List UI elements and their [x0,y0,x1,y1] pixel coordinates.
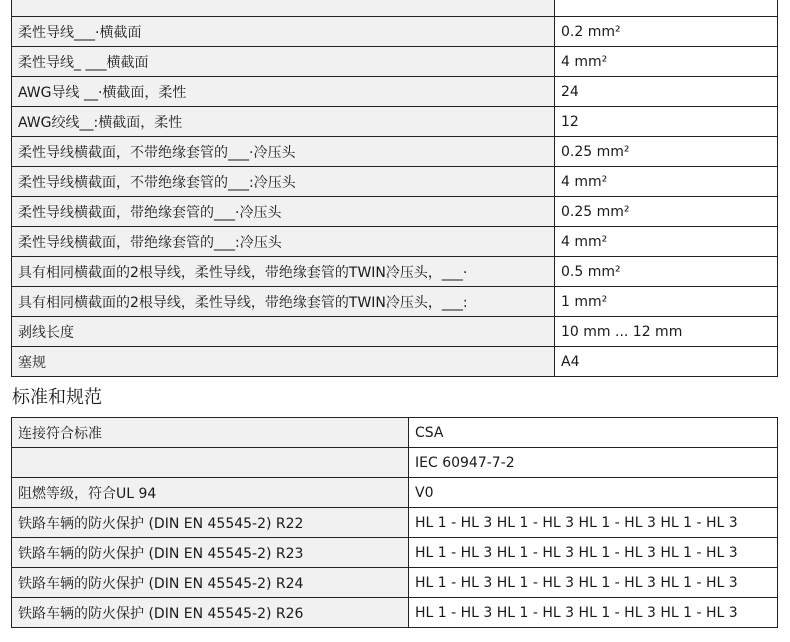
row-label: 塞规 [12,347,555,377]
row-label: 铁路车辆的防火保护 (DIN EN 45545-2) R23 [12,538,409,568]
table-row [12,77,778,107]
table-row [12,448,778,478]
table-row [12,598,778,628]
row-label: 柔性导线横截面，带绝缘套管的___:冷压头 [12,227,555,257]
row-value: V0 [409,478,778,508]
row-label: 铁路车辆的防火保护 (DIN EN 45545-2) R22 [12,508,409,538]
row-label: AWG绞线__:横截面，柔性 [12,107,555,137]
row-label: 柔性导线横截面，不带绝缘套管的___·冷压头 [12,137,555,167]
row-value: 0.5 mm² [555,257,778,287]
row-value: 4 mm² [555,47,778,77]
row-label: 柔性导线_ ___横截面 [12,47,555,77]
standards-table [11,417,778,628]
table-row [12,317,778,347]
row-value: 4 mm² [555,227,778,257]
table-row [12,508,778,538]
row-value: CSA [409,418,778,448]
table-row [12,0,778,17]
table-row [12,47,778,77]
table-row [12,287,778,317]
row-value: 0.25 mm² [555,137,778,167]
table-row [12,257,778,287]
row-value: 0.25 mm² [555,197,778,227]
table-row [12,197,778,227]
row-label: 柔性导线___·横截面 [12,17,555,47]
section-title: 标准和规范 [12,387,102,408]
row-label: 柔性导线横截面，不带绝缘套管的___:冷压头 [12,167,555,197]
row-label: 铁路车辆的防火保护 (DIN EN 45545-2) R24 [12,568,409,598]
row-label: 具有相同横截面的2根导线，柔性导线，带绝缘套管的TWIN冷压头，___: [12,287,555,317]
table-row [12,538,778,568]
table-row [12,347,778,377]
table-row [12,478,778,508]
row-value: 10 mm ... 12 mm [555,317,778,347]
row-value: 24 [555,77,778,107]
row-label: 具有相同横截面的2根导线，柔性导线，带绝缘套管的TWIN冷压头，___· [12,257,555,287]
row-label: 连接符合标准 [12,418,409,448]
row-label [12,448,409,478]
table-row [12,418,778,448]
table-row [12,107,778,137]
row-label: 阻燃等级，符合UL 94 [12,478,409,508]
table-row [12,167,778,197]
row-value: HL 1 - HL 3 HL 1 - HL 3 HL 1 - HL 3 HL 1 - HL 3 [409,538,778,568]
row-value [555,0,778,17]
row-value: HL 1 - HL 3 HL 1 - HL 3 HL 1 - HL 3 HL 1 - HL 3 [409,508,778,538]
row-value: HL 1 - HL 3 HL 1 - HL 3 HL 1 - HL 3 HL 1 - HL 3 [409,568,778,598]
row-label: 柔性导线横截面，带绝缘套管的___·冷压头 [12,197,555,227]
row-value: 12 [555,107,778,137]
row-value: 4 mm² [555,167,778,197]
row-value: HL 1 - HL 3 HL 1 - HL 3 HL 1 - HL 3 HL 1 - HL 3 [409,598,778,628]
table-row [12,568,778,598]
table-row [12,227,778,257]
table-row [12,137,778,167]
spec-table [11,0,778,377]
row-value: 1 mm² [555,287,778,317]
row-label [12,0,555,17]
row-value: A4 [555,347,778,377]
row-value: 0.2 mm² [555,17,778,47]
row-label: 剥线长度 [12,317,555,347]
row-value: IEC 60947-7-2 [409,448,778,478]
table-row [12,17,778,47]
row-label: 铁路车辆的防火保护 (DIN EN 45545-2) R26 [12,598,409,628]
row-label: AWG导线 __·横截面，柔性 [12,77,555,107]
